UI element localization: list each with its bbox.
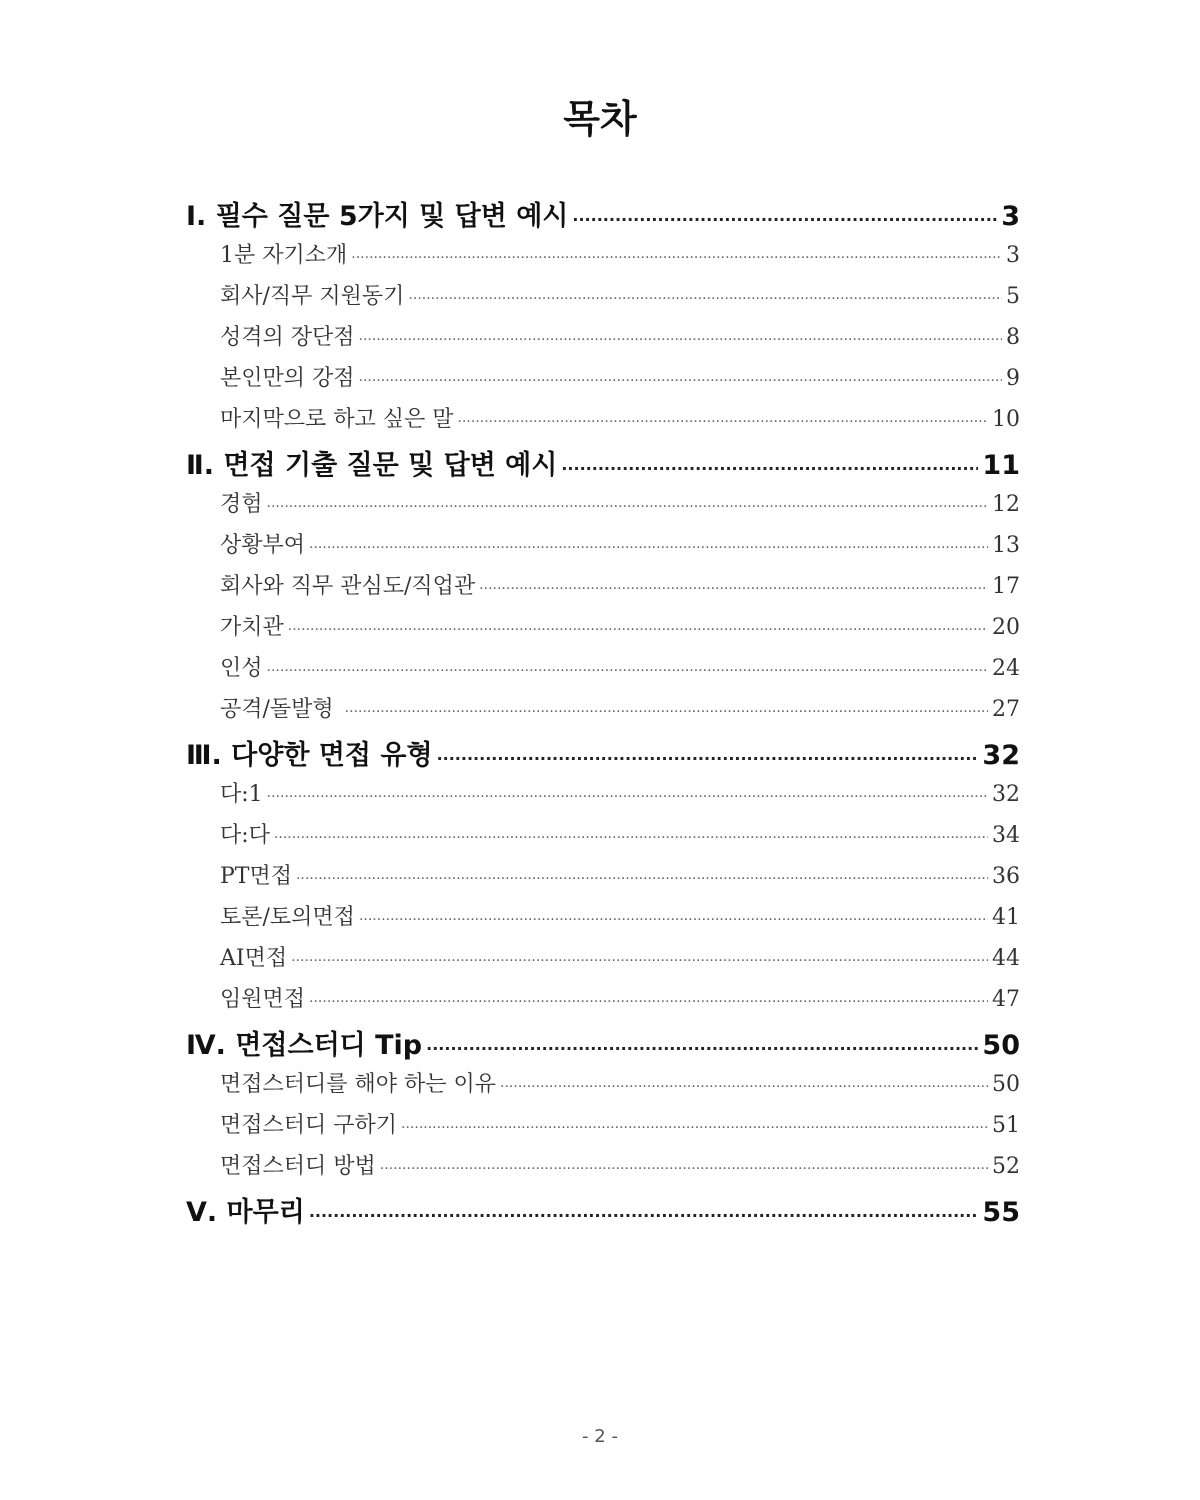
dot-leader bbox=[267, 663, 988, 679]
toc-section-label: Ⅰ. 필수 질문 5가지 및 답변 예시 bbox=[186, 201, 569, 232]
dot-leader bbox=[458, 414, 988, 430]
dot-leader bbox=[359, 373, 1002, 389]
toc-item-label: 다:다 bbox=[220, 823, 270, 848]
toc-page-number: 50 bbox=[982, 1030, 1020, 1061]
toc-page-number: 8 bbox=[1006, 325, 1020, 350]
toc-page-number: 17 bbox=[992, 574, 1020, 599]
toc-item[interactable] bbox=[186, 982, 1020, 1023]
toc-section-label: Ⅴ. 마무리 bbox=[186, 1197, 305, 1228]
toc-page-number: 36 bbox=[992, 864, 1020, 889]
toc-item-label: 가치관 bbox=[220, 615, 284, 640]
toc-page-number: 41 bbox=[992, 905, 1020, 930]
toc-item[interactable] bbox=[186, 818, 1020, 859]
toc-page-number: 44 bbox=[992, 946, 1020, 971]
toc-item[interactable] bbox=[186, 1067, 1020, 1108]
toc-page-number: 52 bbox=[992, 1154, 1020, 1179]
dot-leader bbox=[572, 210, 997, 229]
toc-item[interactable] bbox=[186, 777, 1020, 818]
toc-page-number: 3 bbox=[1001, 201, 1020, 232]
toc-page-number: 3 bbox=[1006, 243, 1020, 268]
toc-section-1[interactable] bbox=[186, 194, 1020, 238]
toc-section-5[interactable] bbox=[186, 1190, 1020, 1234]
toc-item-label: AI면접 bbox=[220, 946, 288, 971]
toc-page-number: 32 bbox=[992, 782, 1020, 807]
dot-leader bbox=[291, 953, 988, 969]
dot-leader bbox=[296, 871, 988, 887]
toc-item-label: 임원면접 bbox=[220, 987, 306, 1012]
toc-item[interactable] bbox=[186, 569, 1020, 610]
page-number-footer: - 2 - bbox=[582, 1426, 618, 1447]
toc-item[interactable] bbox=[186, 941, 1020, 982]
toc-item-label: 다:1 bbox=[220, 782, 263, 807]
toc-item-label: 1분 자기소개 bbox=[220, 243, 348, 268]
toc-item-label: 경험 bbox=[220, 492, 263, 517]
toc-page-number: 50 bbox=[992, 1072, 1020, 1097]
dot-leader bbox=[359, 332, 1002, 348]
toc-section-label: Ⅱ. 면접 기출 질문 및 답변 예시 bbox=[186, 450, 558, 481]
toc-section-label: Ⅲ. 다양한 면접 유형 bbox=[186, 740, 433, 771]
toc-page-number: 11 bbox=[982, 450, 1020, 481]
toc-section-label: Ⅳ. 면접스터디 Tip bbox=[186, 1030, 423, 1061]
dot-leader bbox=[309, 540, 988, 556]
toc-page-number: 5 bbox=[1006, 284, 1020, 309]
toc-section-4[interactable] bbox=[186, 1023, 1020, 1067]
toc-page-number: 32 bbox=[982, 740, 1020, 771]
dot-leader bbox=[401, 1120, 988, 1136]
toc-item-label: 인성 bbox=[220, 656, 263, 681]
dot-leader bbox=[380, 1161, 988, 1177]
toc-page-number: 34 bbox=[992, 823, 1020, 848]
toc-item[interactable] bbox=[186, 402, 1020, 443]
toc-item-label: 토론/토의면접 bbox=[220, 905, 355, 930]
toc-item-label: 공격/돌발형 bbox=[220, 697, 341, 722]
dot-leader bbox=[309, 994, 988, 1010]
dot-leader bbox=[500, 1079, 988, 1095]
toc-page-number: 47 bbox=[992, 987, 1020, 1012]
dot-leader bbox=[288, 622, 988, 638]
toc-item-label: 면접스터디 방법 bbox=[220, 1154, 376, 1179]
dot-leader bbox=[351, 250, 1002, 266]
toc-page-number: 10 bbox=[992, 407, 1020, 432]
toc-section-2[interactable] bbox=[186, 443, 1020, 487]
toc-item-label: 상황부여 bbox=[220, 533, 306, 558]
toc-item-label: 본인만의 강점 bbox=[220, 366, 355, 391]
toc-item[interactable] bbox=[186, 651, 1020, 692]
toc-item[interactable] bbox=[186, 528, 1020, 569]
toc-item[interactable] bbox=[186, 610, 1020, 651]
dot-leader bbox=[408, 291, 1002, 307]
dot-leader bbox=[345, 704, 988, 720]
toc-page-number: 51 bbox=[992, 1113, 1020, 1138]
toc-page-number: 27 bbox=[992, 697, 1020, 722]
toc-item-label: 회사/직무 지원동기 bbox=[220, 284, 405, 309]
dot-leader bbox=[309, 1206, 979, 1225]
toc-item[interactable] bbox=[186, 487, 1020, 528]
toc-section-3[interactable] bbox=[186, 733, 1020, 777]
toc-page-number: 24 bbox=[992, 656, 1020, 681]
toc-page-number: 12 bbox=[992, 492, 1020, 517]
toc-item[interactable] bbox=[186, 238, 1020, 279]
dot-leader bbox=[437, 749, 979, 768]
toc-item-label: 면접스터디 구하기 bbox=[220, 1113, 398, 1138]
dot-leader bbox=[561, 459, 978, 478]
toc-item-label: 성격의 장단점 bbox=[220, 325, 355, 350]
dot-leader bbox=[479, 581, 988, 597]
toc-item[interactable] bbox=[186, 1149, 1020, 1190]
dot-leader bbox=[267, 499, 988, 515]
toc-page-number: 55 bbox=[982, 1197, 1020, 1228]
toc-page-number: 9 bbox=[1006, 366, 1020, 391]
table-of-contents bbox=[186, 194, 1020, 1234]
toc-item-label: PT면접 bbox=[220, 864, 292, 889]
dot-leader bbox=[426, 1039, 978, 1058]
dot-leader bbox=[274, 830, 988, 846]
toc-item[interactable] bbox=[186, 859, 1020, 900]
dot-leader bbox=[359, 912, 988, 928]
dot-leader bbox=[267, 789, 988, 805]
toc-item[interactable] bbox=[186, 1108, 1020, 1149]
toc-item-label: 회사와 직무 관심도/직업관 bbox=[220, 574, 476, 599]
page-title: 목차 bbox=[563, 97, 637, 141]
toc-page-number: 20 bbox=[992, 615, 1020, 640]
toc-item[interactable] bbox=[186, 320, 1020, 361]
toc-item-label: 면접스터디를 해야 하는 이유 bbox=[220, 1072, 497, 1097]
toc-item[interactable] bbox=[186, 692, 1020, 733]
toc-item-label: 마지막으로 하고 싶은 말 bbox=[220, 407, 454, 432]
toc-item[interactable] bbox=[186, 900, 1020, 941]
toc-page-number: 13 bbox=[992, 533, 1020, 558]
toc-item[interactable] bbox=[186, 279, 1020, 320]
toc-item[interactable] bbox=[186, 361, 1020, 402]
